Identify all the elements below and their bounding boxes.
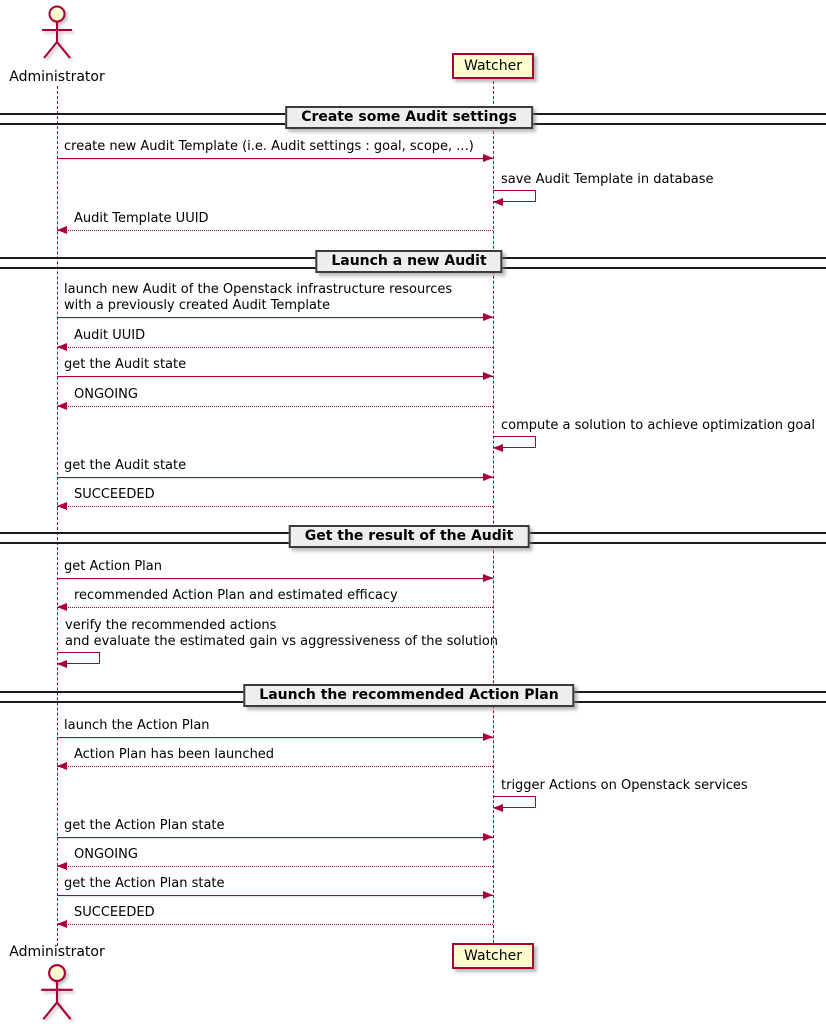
- message-line: [57, 158, 493, 159]
- arrowhead-icon: [483, 733, 493, 741]
- message-label: [64, 718, 210, 734]
- message-label: [65, 618, 498, 650]
- message-label: [74, 487, 155, 503]
- message-label-line: ONGOING: [74, 387, 138, 402]
- self-message: [493, 778, 748, 808]
- message-label-line: Action Plan has been launched: [74, 747, 275, 762]
- message-label-line: get the Audit state: [64, 458, 187, 473]
- arrowhead-icon: [483, 574, 493, 582]
- arrowhead-icon: [483, 313, 493, 321]
- message-label-line: Audit UUID: [74, 328, 146, 343]
- arrowhead-icon: [493, 198, 503, 206]
- arrowhead-icon: [57, 762, 67, 770]
- message-label: [501, 778, 748, 794]
- message-line: [57, 506, 493, 507]
- self-message: [493, 418, 815, 448]
- message-label-line: ONGOING: [74, 847, 138, 862]
- message-label-line: SUCCEEDED: [74, 487, 155, 502]
- message-label: [74, 211, 209, 227]
- message-label: [64, 282, 452, 314]
- message-label: [64, 876, 225, 892]
- section-divider: [0, 250, 826, 273]
- message-label: [74, 328, 145, 344]
- arrowhead-icon: [57, 660, 67, 668]
- message-line: [57, 317, 493, 318]
- administrator-actor-icon-top: [37, 4, 77, 66]
- message-label-line: SUCCEEDED: [74, 905, 155, 920]
- message-label: [501, 418, 815, 434]
- message-label: [74, 588, 398, 604]
- message-line: [57, 866, 493, 867]
- message-line: [57, 737, 493, 738]
- arrowhead-icon: [57, 343, 67, 351]
- message-line: [57, 477, 493, 478]
- lifeline-watcher: [493, 81, 494, 943]
- divider-label: Launch the recommended Action Plan: [243, 684, 574, 707]
- arrowhead-icon: [57, 920, 67, 928]
- message-label: [64, 818, 225, 834]
- message-line: [57, 376, 493, 377]
- message-label-line: recommended Action Plan and estimated efficacy: [74, 588, 398, 603]
- arrowhead-icon: [57, 502, 67, 510]
- divider-label: Get the result of the Audit: [289, 525, 530, 548]
- message-label-line: Audit Template UUID: [74, 211, 209, 226]
- message-line: [57, 607, 493, 608]
- arrowhead-icon: [483, 372, 493, 380]
- administrator-label-bottom: Administrator: [9, 944, 105, 960]
- watcher-participant-bottom: Watcher: [452, 943, 534, 969]
- message-label-line: and evaluate the estimated gain vs aggressiveness of the solution: [65, 634, 499, 649]
- arrowhead-icon: [493, 804, 503, 812]
- message-label-line: get the Action Plan state: [64, 876, 225, 891]
- message-label: [74, 387, 138, 403]
- message-label: [64, 458, 186, 474]
- message-line: [57, 895, 493, 896]
- message-label-line: get Action Plan: [64, 559, 162, 574]
- message-line: [57, 578, 493, 579]
- message-label-line: trigger Actions on Openstack services: [501, 778, 748, 793]
- lifeline-administrator: [57, 86, 58, 946]
- section-divider: [0, 684, 826, 707]
- watcher-participant-top: Watcher: [452, 53, 534, 79]
- divider-label: Create some Audit settings: [285, 106, 533, 129]
- divider-label: Launch a new Audit: [315, 250, 502, 273]
- message-line: [57, 347, 493, 348]
- message-label: [501, 172, 714, 188]
- message-line: [57, 406, 493, 407]
- message-label-line: create new Audit Template (i.e. Audit settings : goal, scope, ...): [64, 139, 474, 154]
- self-message: [493, 172, 714, 202]
- arrowhead-icon: [57, 603, 67, 611]
- arrowhead-icon: [493, 444, 503, 452]
- message-label: [64, 139, 474, 155]
- arrowhead-icon: [483, 154, 493, 162]
- message-label-line: get the Audit state: [64, 357, 187, 372]
- message-label: [74, 905, 155, 921]
- arrowhead-icon: [57, 402, 67, 410]
- administrator-actor-icon-bottom: [36, 961, 78, 1029]
- message-label-line: save Audit Template in database: [501, 172, 714, 187]
- message-label-line: launch new Audit of the Openstack infrastructure resources: [64, 282, 453, 297]
- message-label: [74, 747, 274, 763]
- self-message: [57, 618, 499, 664]
- arrowhead-icon: [483, 833, 493, 841]
- message-label: [74, 847, 138, 863]
- arrowhead-icon: [483, 473, 493, 481]
- message-label-line: with a previously created Audit Template: [64, 298, 331, 313]
- administrator-label-top: Administrator: [9, 69, 105, 85]
- message-label-line: launch the Action Plan: [64, 718, 210, 733]
- arrowhead-icon: [483, 891, 493, 899]
- message-label-line: verify the recommended actions: [65, 618, 277, 633]
- arrowhead-icon: [57, 226, 67, 234]
- section-divider: [0, 525, 826, 548]
- message-label: [64, 559, 162, 575]
- message-line: [57, 230, 493, 231]
- message-label: [64, 357, 186, 373]
- message-line: [57, 837, 493, 838]
- message-label-line: compute a solution to achieve optimization goal: [501, 418, 815, 433]
- arrowhead-icon: [57, 862, 67, 870]
- message-label-line: get the Action Plan state: [64, 818, 225, 833]
- section-divider: [0, 106, 826, 129]
- message-line: [57, 924, 493, 925]
- message-line: [57, 766, 493, 767]
